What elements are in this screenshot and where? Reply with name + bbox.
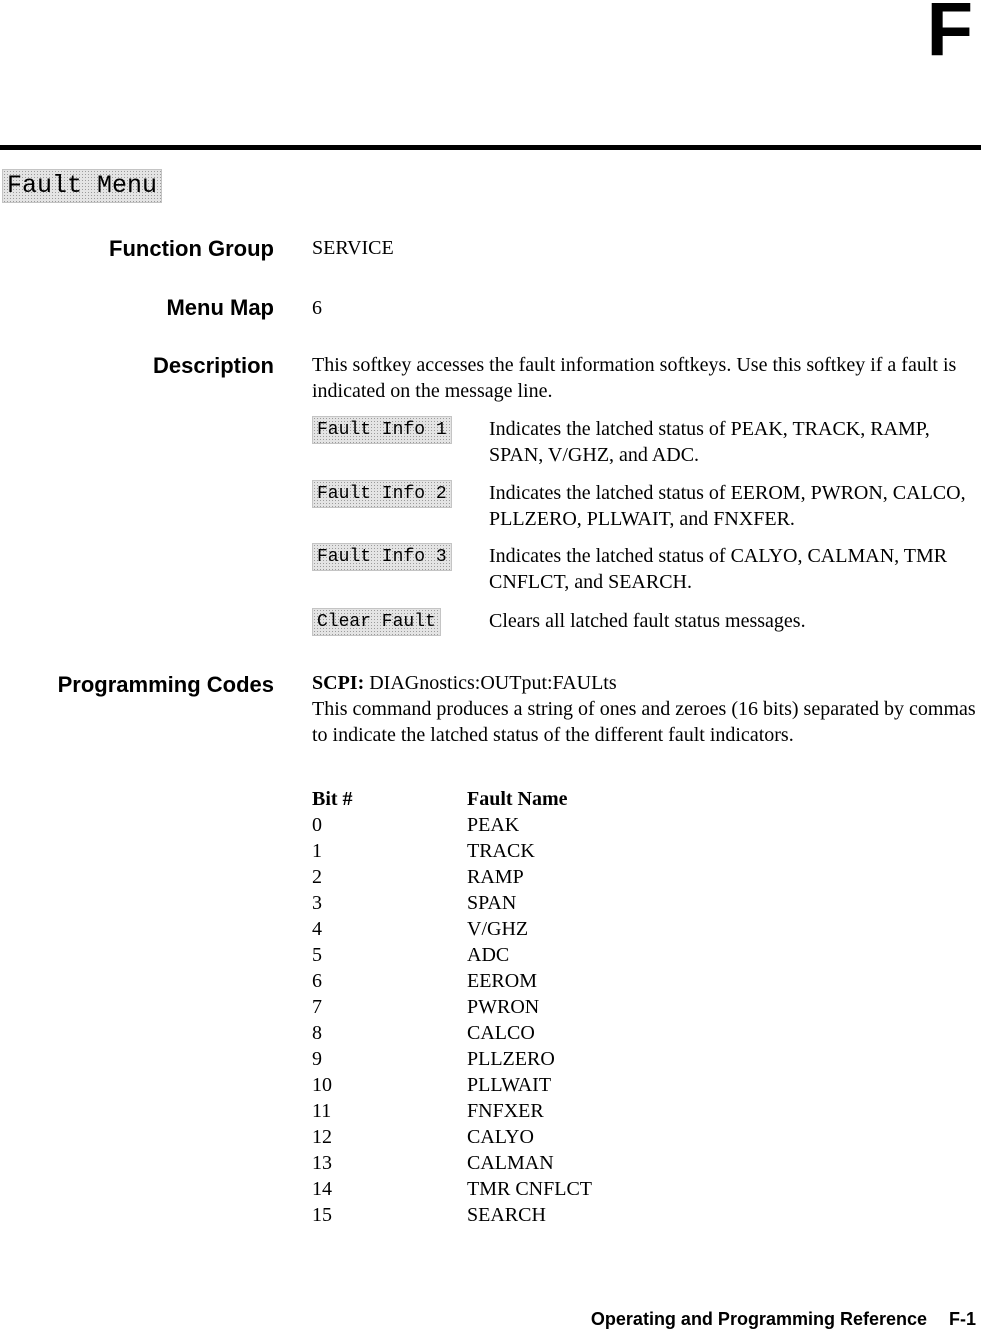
bit-cell: 9	[312, 1048, 322, 1070]
programming-codes-text: This command produces a string of ones and zeroes (16 bits) separated by commas to indicate the latched status of the different fault indicators.	[312, 698, 976, 746]
scpi-line	[312, 670, 977, 696]
table-row	[312, 1150, 592, 1176]
function-group-label: Function Group	[109, 236, 274, 261]
fault-name-cell: CALMAN	[467, 1152, 554, 1174]
bit-cell: 3	[312, 892, 322, 914]
fault-name-cell: CALYO	[467, 1126, 534, 1148]
fault-name-cell: RAMP	[467, 866, 524, 888]
table-row	[312, 1124, 592, 1150]
description-text: This softkey accesses the fault information softkeys. Use this softkey if a fault is indicated on the message line.	[312, 354, 957, 402]
table-row	[312, 1176, 592, 1202]
description-label: Description	[152, 353, 274, 378]
table-row	[312, 1072, 592, 1098]
table-row	[312, 838, 592, 864]
table-row	[312, 812, 592, 838]
menu-map-label: Menu Map	[166, 295, 274, 320]
fault-name-cell: PLLWAIT	[467, 1074, 552, 1096]
bit-cell: 8	[312, 1022, 322, 1044]
fault-name-cell: PWRON	[467, 996, 540, 1018]
fault-name-cell: FNFXER	[467, 1100, 544, 1122]
clear-fault-softkey: Clear Fault	[312, 608, 441, 636]
table-row	[312, 890, 592, 916]
bit-cell: 1	[312, 840, 322, 862]
softkey-row-clear-fault	[312, 608, 981, 662]
fault-menu-softkey-heading: Fault Menu	[2, 169, 162, 203]
programming-codes-label: Programming Codes	[57, 672, 274, 697]
bit-cell: 10	[312, 1074, 332, 1096]
bit-cell: 0	[312, 814, 322, 836]
bit-cell: 2	[312, 866, 322, 888]
bit-cell: 7	[312, 996, 322, 1018]
fault-info-3-softkey: Fault Info 3	[312, 543, 452, 571]
scpi-command: DIAGnostics:OUTput:FAULts	[369, 672, 617, 694]
bit-cell: 4	[312, 918, 322, 940]
fault-name-cell: V/GHZ	[467, 918, 529, 940]
fault-info-2-softkey: Fault Info 2	[312, 480, 452, 508]
top-rule	[0, 145, 981, 150]
table-row	[312, 942, 592, 968]
fault-name-cell: PEAK	[467, 814, 520, 836]
fault-name-cell: TMR CNFLCT	[467, 1178, 593, 1200]
bit-cell: 14	[312, 1178, 332, 1200]
table-row	[312, 994, 592, 1020]
table-row	[312, 916, 592, 942]
footer-title: Operating and Programming Reference	[590, 1309, 927, 1329]
function-group-value: SERVICE	[312, 237, 394, 259]
bit-cell: 12	[312, 1126, 332, 1148]
fault-name-cell: EEROM	[467, 970, 537, 992]
table-row	[312, 1202, 592, 1228]
fault-info-1-softkey: Fault Info 1	[312, 416, 452, 444]
bit-column-header: Bit #	[312, 788, 353, 810]
table-row	[312, 1020, 592, 1046]
fault-name-cell: PLLZERO	[467, 1048, 555, 1070]
table-row	[312, 968, 592, 994]
menu-map-value: 6	[312, 297, 322, 319]
table-row	[312, 864, 592, 890]
fault-bit-table	[312, 786, 592, 1228]
page-number: F-1	[949, 1309, 976, 1329]
softkey-row-fault-info-2	[312, 480, 981, 534]
bit-cell: 11	[312, 1100, 332, 1122]
scpi-label: SCPI:	[312, 672, 365, 694]
fault-name-cell: CALCO	[467, 1022, 535, 1044]
fault-info-1-description: Indicates the latched status of PEAK, TRACK, RAMP, SPAN, V/GHZ, and ADC.	[489, 418, 930, 466]
programming-codes-block	[312, 670, 977, 748]
fault-name-column-header: Fault Name	[467, 788, 568, 810]
table-row	[312, 1046, 592, 1072]
fault-name-cell: SPAN	[467, 892, 517, 914]
table-header-row	[312, 786, 592, 812]
bit-cell: 6	[312, 970, 322, 992]
fault-name-cell: TRACK	[467, 840, 535, 862]
softkey-row-fault-info-3	[312, 543, 981, 597]
fault-info-2-description: Indicates the latched status of EEROM, PWRON, CALCO, PLLZERO, PLLWAIT, and FNXFER.	[489, 482, 966, 530]
fault-name-cell: SEARCH	[467, 1204, 546, 1226]
chapter-letter: F	[926, 0, 973, 72]
page-footer	[591, 1307, 976, 1331]
bit-cell: 5	[312, 944, 322, 966]
table-row	[312, 1098, 592, 1124]
clear-fault-description: Clears all latched fault status messages.	[489, 610, 806, 632]
fault-info-3-description: Indicates the latched status of CALYO, CALMAN, TMR CNFLCT, and SEARCH.	[489, 545, 948, 593]
bit-cell: 15	[312, 1204, 332, 1226]
bit-cell: 13	[312, 1152, 332, 1174]
softkey-row-fault-info-1	[312, 416, 981, 470]
fault-name-cell: ADC	[467, 944, 510, 966]
